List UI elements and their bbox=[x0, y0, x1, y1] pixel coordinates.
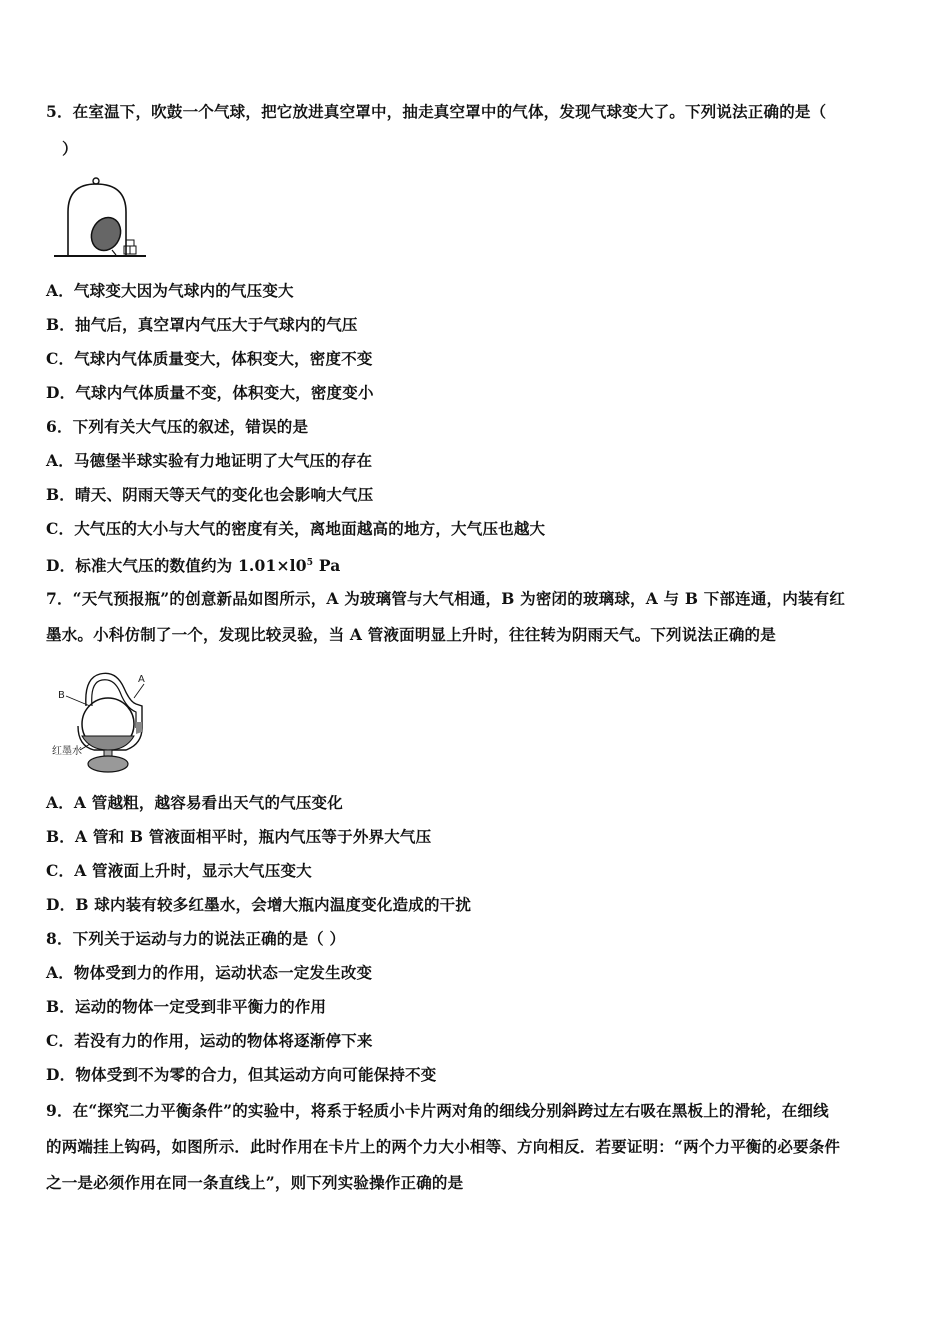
q8-stem: 8．下列关于运动与力的说法正确的是（ ） bbox=[46, 929, 346, 948]
q7-option-d: D．B 球内装有较多红墨水，会增大瓶内温度变化造成的干扰 bbox=[46, 895, 472, 914]
q5-option-c: C．气球内气体质量变大，体积变大，密度不变 bbox=[46, 349, 373, 368]
q5-option-d: D．气球内气体质量不变，体积变大，密度变小 bbox=[46, 383, 374, 402]
q9-stem-line3: 之一是必须作用在同一条直线上”，则下列实验操作正确的是 bbox=[46, 1173, 464, 1192]
q8-option-d: D．物体受到不为零的合力，但其运动方向可能保持不变 bbox=[46, 1065, 437, 1084]
q6-stem: 6．下列有关大气压的叙述，错误的是 bbox=[46, 417, 309, 436]
q9-stem-line1: 9．在“探究二力平衡条件”的实验中，将系于轻质小卡片两对角的细线分别斜跨过左右吸在黑板上的滑轮，在细线 bbox=[46, 1101, 829, 1120]
q7-option-a: A．A 管越粗，越容易看出天气的气压变化 bbox=[46, 793, 343, 812]
weather-bottle-figure bbox=[50, 662, 160, 777]
q7-option-b: B．A 管和 B 管液面相平时，瓶内气压等于外界大气压 bbox=[46, 827, 432, 846]
q5-option-b: B．抽气后，真空罩内气压大于气球内的气压 bbox=[46, 315, 358, 334]
q8-option-a: A．物体受到力的作用，运动状态一定发生改变 bbox=[46, 963, 373, 982]
fig-label-red-ink: 红墨水 bbox=[52, 746, 82, 757]
vacuum-bell-jar-figure bbox=[50, 172, 150, 262]
q7-option-c: C．A 管液面上升时，显示大气压变大 bbox=[46, 861, 312, 880]
q8-option-b: B．运动的物体一定受到非平衡力的作用 bbox=[46, 997, 327, 1016]
fig-label-b: B bbox=[58, 690, 65, 701]
q7-stem-line2: 墨水。小科仿制了一个，发现比较灵验，当 A 管液面明显上升时，往往转为阴雨天气。下列说法正确的是 bbox=[46, 625, 776, 644]
q6-option-a: A．马德堡半球实验有力地证明了大气压的存在 bbox=[46, 451, 373, 470]
q6-option-b: B．晴天、阴雨天等天气的变化也会影响大气压 bbox=[46, 485, 374, 504]
q8-option-c: C．若没有力的作用，运动的物体将逐渐停下来 bbox=[46, 1031, 373, 1050]
q6-option-d-exponent: 5 bbox=[306, 558, 314, 568]
q6-option-c: C．大气压的大小与大气的密度有关，离地面越高的地方，大气压也越大 bbox=[46, 519, 546, 538]
q7-stem-line1: 7．“天气预报瓶”的创意新品如图所示，A 为玻璃管与大气相通，B 为密闭的玻璃球，A 与 B 下部连通，内装有红 bbox=[46, 589, 846, 608]
q5-stem: 5．在室温下，吹鼓一个气球，把它放进真空罩中，抽走真空罩中的气体，发现气球变大了。下列说法正确的是（ bbox=[46, 102, 827, 121]
q6-option-d bbox=[46, 553, 341, 576]
q6-option-d-text: D．标准大气压的数值约为 1.01×l0 bbox=[46, 556, 307, 575]
q6-option-d-unit: Pa bbox=[313, 556, 341, 575]
fig-label-a: A bbox=[138, 674, 145, 685]
q5-stem-end: ） bbox=[62, 139, 78, 158]
q9-stem-line2: 的两端挂上钩码，如图所示．此时作用在卡片上的两个力大小相等、方向相反．若要证明：“两个力平衡的必要条件 bbox=[46, 1137, 841, 1156]
q5-option-a: A．气球变大因为气球内的气压变大 bbox=[46, 281, 294, 300]
